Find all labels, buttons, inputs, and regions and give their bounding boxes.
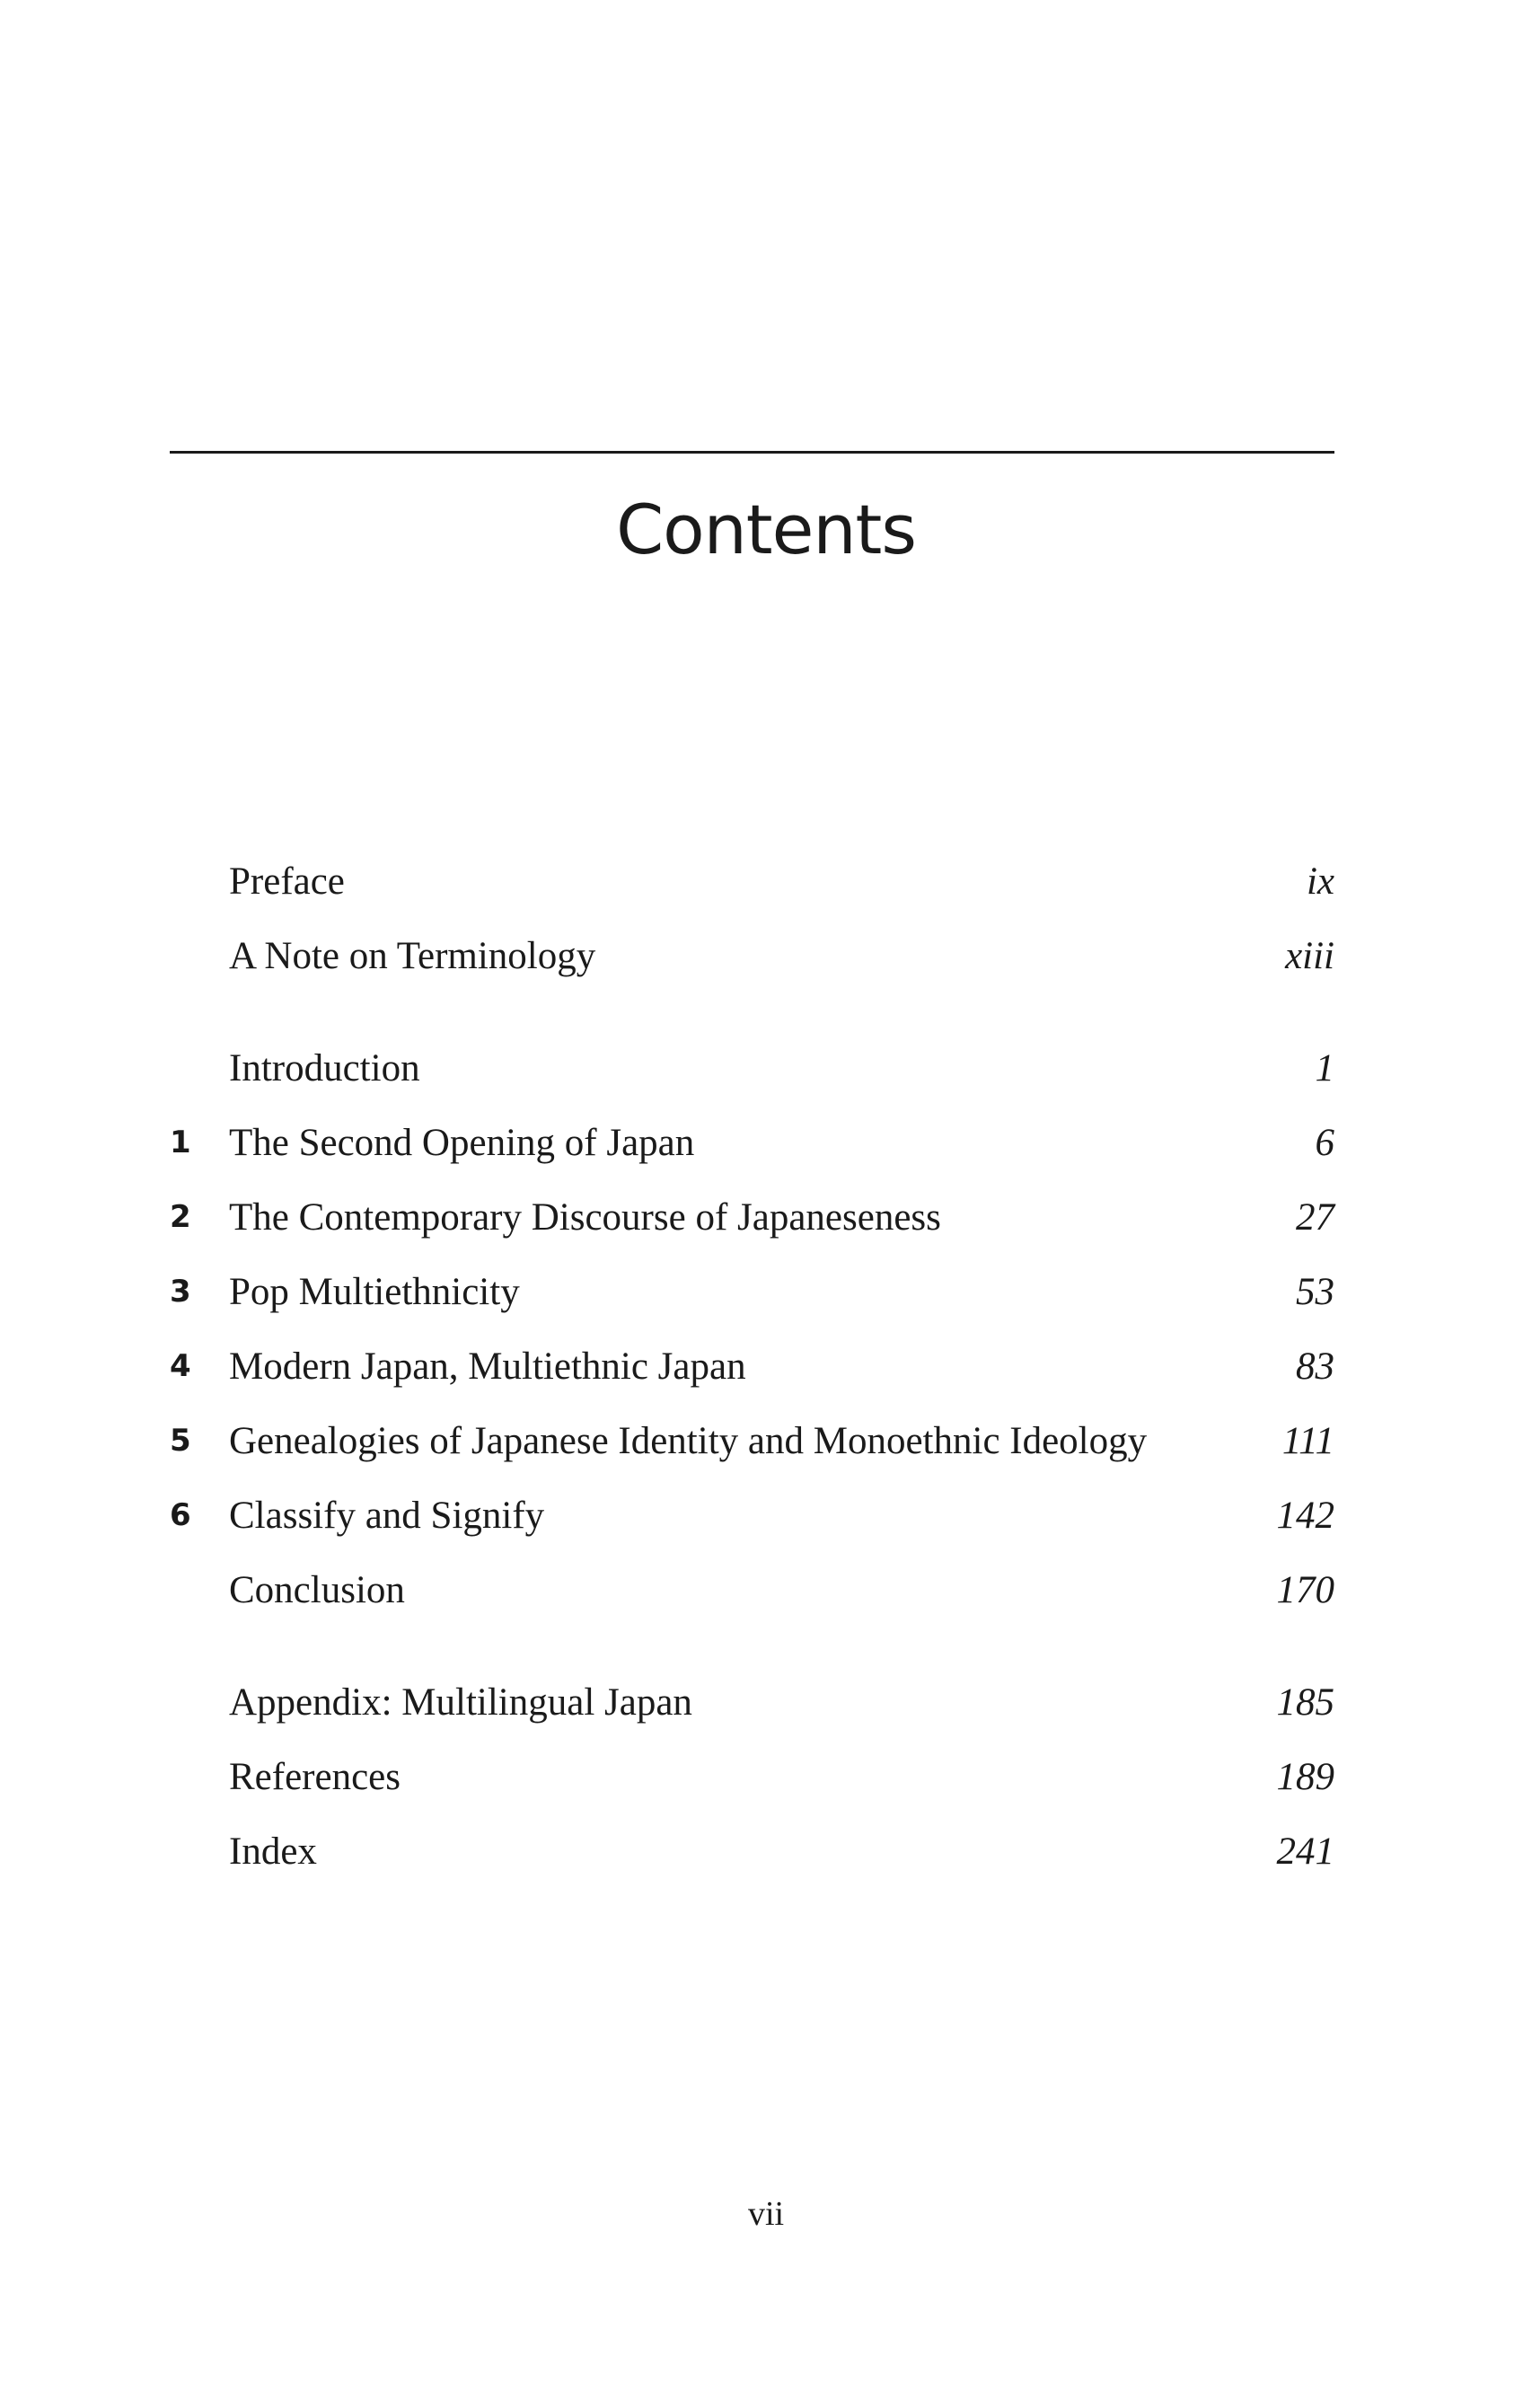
toc-page-number: xiii [1285,935,1334,977]
toc-chapter-number: 3 [170,1274,191,1310]
toc-page-number: 241 [1276,1830,1334,1873]
toc-entry-conclusion[interactable] [170,1553,1334,1627]
toc-entry-index[interactable] [170,1814,1334,1889]
toc-page-number: 170 [1276,1569,1334,1611]
toc-entry-appendix[interactable] [170,1665,1334,1740]
toc-chapter-number: 4 [170,1348,191,1384]
toc-entry-label: Genealogies of Japanese Identity and Monoethnic Ideology [229,1420,1148,1462]
toc-chapter-number: 1 [170,1125,191,1160]
toc-entry-label: Classify and Signify [229,1495,545,1537]
toc-page-number: 185 [1276,1681,1334,1724]
toc-entry-note-on-terminology[interactable] [170,919,1334,993]
toc-entry-label: The Contemporary Discourse of Japaneseness [229,1196,941,1239]
page-title: Contents [616,490,916,569]
toc-page-number: 53 [1296,1271,1334,1313]
toc-entry-introduction[interactable] [170,1031,1334,1106]
toc-page-number: 6 [1315,1122,1334,1164]
toc-entry-chapter-3[interactable] [170,1255,1334,1329]
toc-entry-label: Pop Multiethnicity [229,1271,520,1313]
toc-entry-label: The Second Opening of Japan [229,1122,695,1164]
toc-page-number: 189 [1276,1756,1334,1798]
toc-entry-label: References [229,1756,401,1798]
toc-chapter-number: 5 [170,1423,191,1459]
toc-entry-chapter-5[interactable] [170,1404,1334,1478]
toc-entry-label: A Note on Terminology [229,935,596,977]
toc-entry-chapter-6[interactable] [170,1478,1334,1553]
toc-entry-preface[interactable] [170,844,1334,919]
page-folio: vii [747,2195,785,2233]
toc-entry-chapter-1[interactable] [170,1106,1334,1180]
toc-entry-chapter-4[interactable] [170,1329,1334,1404]
toc-entry-label: Preface [229,860,345,903]
toc-page-number: ix [1306,860,1334,903]
toc-page-number: 83 [1296,1345,1334,1388]
toc-page-number: 1 [1315,1047,1334,1089]
toc-entry-label: Conclusion [229,1569,405,1611]
toc-entry-label: Introduction [229,1047,420,1089]
toc-chapter-number: 2 [170,1199,191,1235]
title-rule [170,451,1334,454]
toc-entry-references[interactable] [170,1740,1334,1814]
toc-entry-label: Modern Japan, Multiethnic Japan [229,1345,746,1388]
toc-page-number: 111 [1281,1420,1334,1462]
toc-page-number: 27 [1296,1196,1334,1239]
toc-entry-label: Appendix: Multilingual Japan [229,1681,692,1724]
toc-page-number: 142 [1276,1495,1334,1537]
toc-entry-chapter-2[interactable] [170,1180,1334,1255]
toc-entry-label: Index [229,1830,317,1873]
table-of-contents [170,844,1334,1889]
toc-chapter-number: 6 [170,1497,191,1533]
